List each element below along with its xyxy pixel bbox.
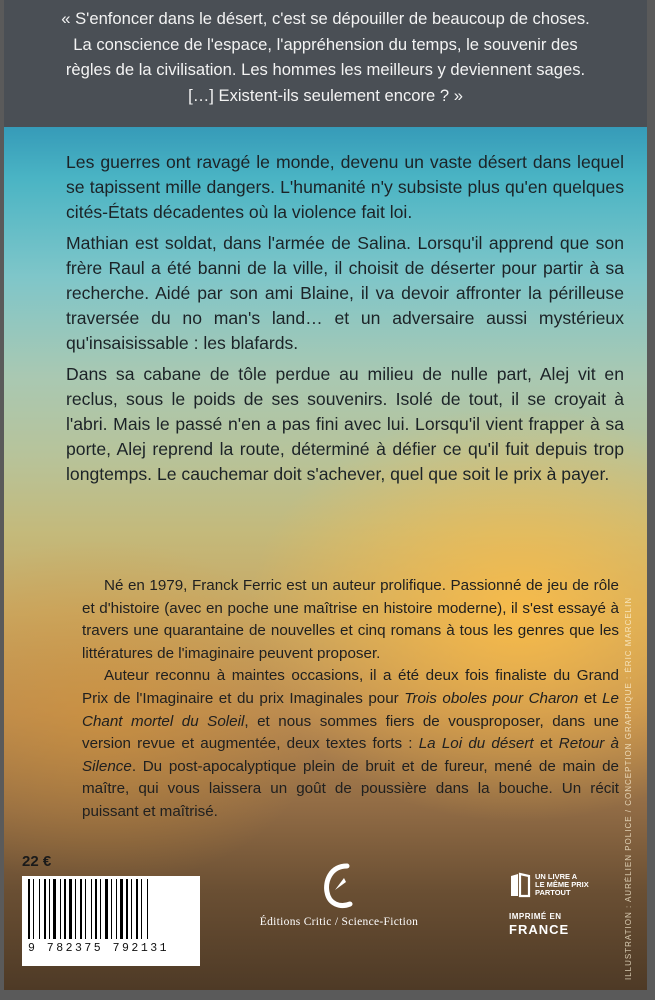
barcode-bar (111, 879, 112, 939)
barcode-bar (41, 879, 43, 939)
barcode-bar (102, 879, 104, 939)
barcode-bar (75, 879, 76, 939)
barcode-bar (116, 879, 117, 939)
barcode-bar (28, 879, 30, 939)
barcode-bar (67, 879, 68, 939)
bio-text: , et nous sommes fiers de vousproposer, dans une version revue et augmentée, deux textes forts : (82, 712, 619, 753)
barcode-bar (53, 879, 56, 939)
price-label: 22 € (22, 853, 52, 870)
barcode-bar (141, 879, 142, 939)
loi-lang-logo (509, 872, 619, 898)
isbn-barcode (22, 876, 200, 966)
loi-lang-block (509, 872, 619, 937)
barcode-bar (33, 879, 34, 939)
summary-paragraph: Mathian est soldat, dans l'armée de Salina. Lorsqu'il apprend que son frère Raul a été banni de la ville, il choisit de déserter pour partir à sa recherche. Aidé par son ami Blaine, il va devoir affronter la périlleuse traversée du no man's land… et un adversaire aussi mystérieux qu'insaisissable : les blafards. (66, 233, 624, 353)
quote-line: […] Existent-ils seulement encore ? » (188, 85, 463, 105)
barcode-bar (44, 879, 46, 939)
barcode-bar (129, 879, 130, 939)
isbn-number: 9 782375 792131 (28, 942, 170, 955)
barcode-bar (64, 879, 66, 939)
barcode-bar (133, 879, 135, 939)
barcode-bar (62, 879, 63, 939)
bio-text: et (533, 735, 559, 753)
quote-line: règles de la civilisation. Les hommes les meilleurs y deviennent sages. (65, 60, 586, 79)
barcode-bar (113, 879, 115, 939)
bio-paragraph-2 (82, 665, 619, 823)
barcode-bar (57, 879, 59, 939)
barcode-bar (100, 879, 101, 939)
barcode-bar (73, 879, 74, 939)
author-bio (82, 575, 619, 824)
bio-text: et (578, 689, 603, 707)
barcode-bar (85, 879, 86, 939)
loi-lang-text (535, 873, 589, 897)
barcode-bar (149, 879, 151, 939)
book-title: La Loi du désert (418, 735, 534, 753)
barcode-bar (147, 879, 148, 939)
barcode-bar (77, 879, 79, 939)
barcode-bar (139, 879, 140, 939)
barcode-bar (35, 879, 38, 939)
barcode-bar (91, 879, 92, 939)
barcode-bar (69, 879, 72, 939)
printed-country: FRANCE (509, 922, 570, 937)
barcode-bar (118, 879, 119, 939)
barcode-bar (98, 879, 99, 939)
summary-paragraph: Dans sa cabane de tôle perdue au milieu de nulle part, Alej vit en reclus, sous le poids de ses souvenirs. Isolé de tout, il se croyait à l'abri. Mais le passé n'en a pas fini avec lui. Lorsqu'il vient frapper à sa porte, Alej reprend la route, déterminé à défier ce qu'il fuit depuis trop longtemps. Le cauchemar doit s'achever, quel que soit le prix à payer. (66, 364, 624, 484)
barcode-bar (105, 879, 108, 939)
printed-in-label: IMPRIMÉ EN (509, 912, 562, 921)
book-back-cover (4, 0, 647, 990)
story-summary (66, 150, 624, 493)
barcode-bar (143, 879, 146, 939)
barcode-bar (136, 879, 138, 939)
barcode-bars (28, 879, 192, 939)
book-title: Le Chant mortel du Soleil (82, 689, 619, 730)
barcode-bar (39, 879, 40, 939)
bio-text: . Du post-apocalyptique plein de bruit et de fureur, mené de main de maître, qui vous laissera un goût de poussière dans la bouche. Un récit puissant et maîtrisé. (82, 757, 619, 820)
quote-line: La conscience de l'espace, l'appréhension du temps, le souvenir des (73, 34, 578, 54)
loi-line: LE MÊME PRIX (535, 880, 589, 889)
barcode-bar (47, 879, 48, 939)
barcode-bar (93, 879, 94, 939)
illustration-credit: ILLUSTRATION : AURÉLIEN POLICE / CONCEPTION GRAPHIQUE : ÉRIC MARCELIN (624, 596, 633, 980)
barcode-bar (124, 879, 125, 939)
book-title: Trois oboles pour Charon (404, 689, 579, 707)
barcode-bar (87, 879, 90, 939)
barcode-bar (95, 879, 97, 939)
barcode-bar (31, 879, 32, 939)
quote-line: « S'enfoncer dans le désert, c'est se dépouiller de beaucoup de choses. (61, 9, 590, 28)
publisher-block (219, 860, 459, 928)
quote-band (4, 0, 647, 127)
barcode-bar (126, 879, 128, 939)
publisher-name: Éditions Critic / Science-Fiction (259, 916, 419, 928)
book-title: Retour à Silence (82, 735, 619, 775)
critic-logo-icon (322, 860, 356, 912)
bio-text: Auteur reconnu à maintes occasions, il a été deux fois finaliste du Grand Prix de l'Imaginaire et du prix Imaginales pour (82, 667, 619, 707)
bio-paragraph-1: Né en 1979, Franck Ferric est un auteur prolifique. Passionné de jeu de rôle et d'histoire (avec en poche une maîtrise en histoire moderne), il s'est essayé à travers une quarantaine de nouvelles et cinq romans à tous les genres que les littératures de l'imaginaire peuvent proposer. (82, 577, 619, 662)
summary-paragraph: Les guerres ont ravagé le monde, devenu un vaste désert dans lequel se tapissent mille dangers. L'humanité n'y subsiste plus qu'en quelques cités-États décadentes où la violence fait loi. (66, 152, 624, 222)
barcode-bar (109, 879, 110, 939)
barcode-bar (51, 879, 52, 939)
barcode-bar (60, 879, 61, 939)
barcode-bar (120, 879, 123, 939)
barcode-bar (83, 879, 84, 939)
book-price-law-icon (509, 872, 531, 898)
barcode-bar (80, 879, 82, 939)
barcode-bar (49, 879, 50, 939)
barcode-bar (131, 879, 132, 939)
loi-line: PARTOUT (535, 888, 571, 897)
loi-line: UN LIVRE A (535, 872, 578, 881)
